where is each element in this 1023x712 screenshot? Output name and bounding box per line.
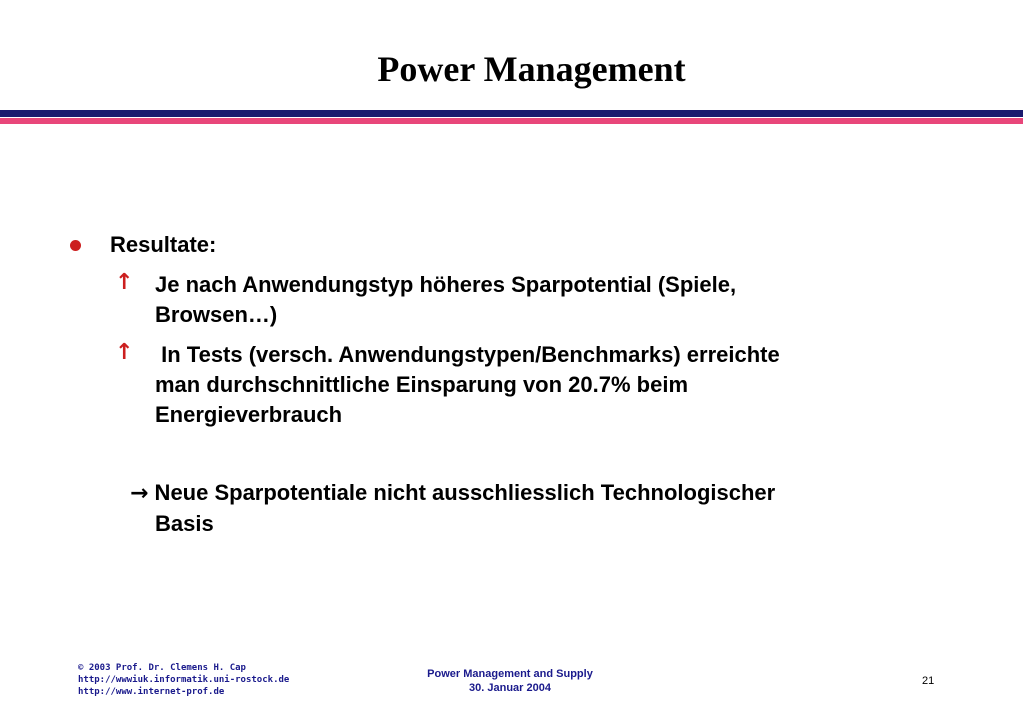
conclusion-line-2: Basis — [155, 511, 214, 536]
conclusion — [130, 478, 940, 539]
footer-date: 30. Januar 2004 — [469, 682, 551, 694]
slide-title: Power Management — [377, 49, 686, 89]
subpoint-2-line-1: In Tests (versch. Anwendungstypen/Benchmarks) erreichte — [155, 342, 780, 367]
subpoint-1 — [155, 270, 945, 330]
footer-topic — [380, 667, 640, 695]
bullet-dot-icon — [70, 240, 81, 251]
page-number: 21 — [922, 675, 935, 687]
bullet-heading: Resultate: — [110, 232, 217, 257]
footer-topic-title: Power Management and Supply — [427, 668, 593, 680]
footer-link-iuk[interactable]: http://wwwiuk.informatik.uni-rostock.de — [78, 675, 290, 685]
footer-link-internet-prof[interactable]: http://www.internet-prof.de — [78, 687, 225, 697]
arrow-right-icon: → — [130, 481, 149, 506]
conclusion-line-1: Neue Sparpotentiale nicht ausschliesslich Technologischer — [148, 480, 776, 505]
subpoint-2-line-2: man durchschnittliche Einsparung von 20.7% beim — [155, 372, 689, 397]
arrow-up-icon: ↑ — [115, 270, 134, 295]
footer-copyright: © 2003 Prof. Dr. Clemens H. Cap — [78, 663, 246, 673]
subpoint-2-line-3: Energieverbrauch — [155, 402, 343, 427]
subpoint-1-line-1: Je nach Anwendungstyp höheres Sparpotential (Spiele, — [155, 272, 737, 297]
arrow-up-icon: ↑ — [115, 340, 134, 365]
subpoint-2 — [155, 340, 945, 430]
footer-credits — [78, 662, 289, 698]
subpoint-1-line-2: Browsen…) — [155, 302, 278, 327]
